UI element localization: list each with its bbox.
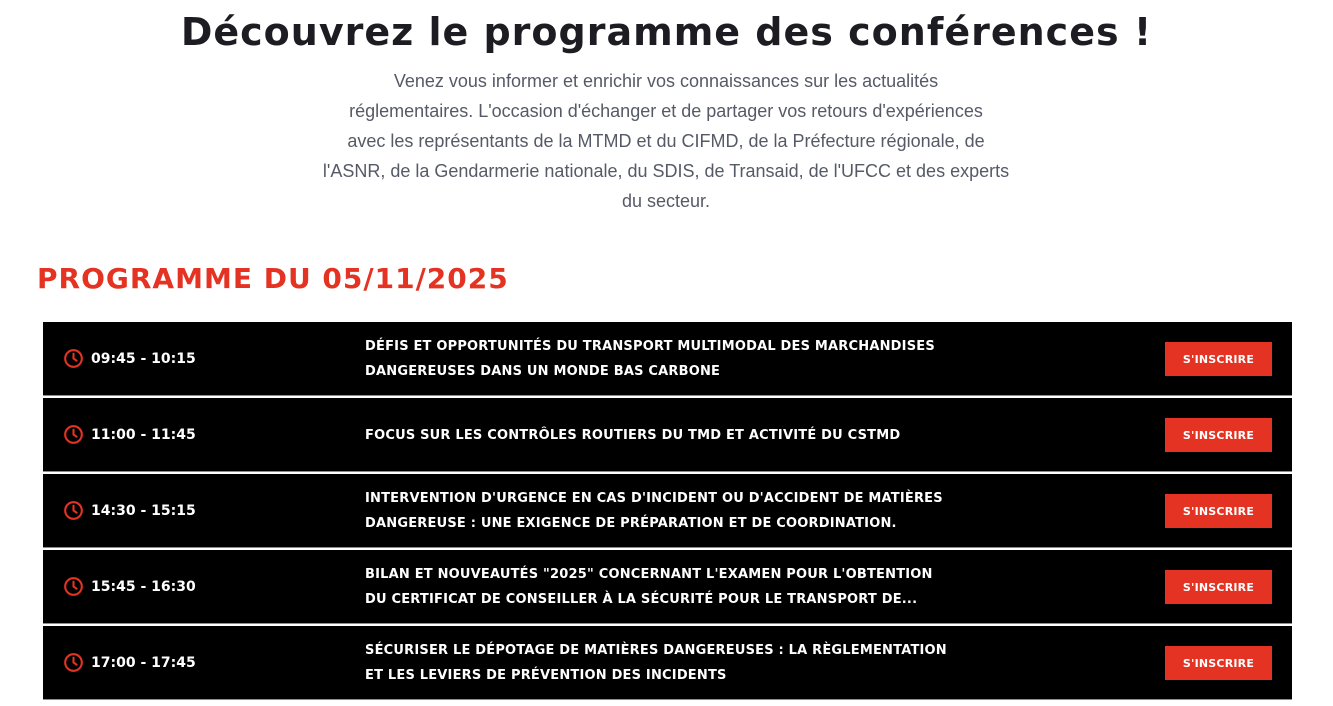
session-title-line: ET LES LEVIERS DE PRÉVENTION DES INCIDENTS: [365, 668, 727, 683]
intro-line: Venez vous informer et enrichir vos connaissances sur les actualités: [393, 71, 939, 91]
session-title-line: SÉCURISER LE DÉPOTAGE DE MATIÈRES DANGEREUSES : LA RÈGLEMENTATION: [365, 643, 947, 658]
session-title-line: BILAN ET NOUVEAUTÉS "2025" CONCERNANT L'EXAMEN POUR L'OBTENTION: [365, 567, 933, 582]
clock-icon: [63, 500, 84, 521]
clock-icon: [63, 652, 84, 673]
session-title-line: FOCUS SUR LES CONTRÔLES ROUTIERS DU TMD ET ACTIVITÉ DU CSTMD: [365, 427, 901, 443]
session-title-line: DU CERTIFICAT DE CONSEILLER À LA SÉCURITÉ POUR LE TRANSPORT DE...: [365, 592, 918, 607]
clock-icon: [63, 576, 84, 597]
session-time: 11:00 - 11:45: [91, 427, 196, 443]
session-row: [43, 322, 1292, 396]
session-title-line: INTERVENTION D'URGENCE EN CAS D'INCIDENT OU D'ACCIDENT DE MATIÈRES: [365, 491, 943, 506]
page-title: Découvrez le programme des conférences !: [180, 10, 1153, 54]
session-title: [365, 398, 1005, 472]
register-button[interactable]: S'INSCRIRE: [1165, 570, 1272, 604]
intro-line: avec les représentants de la MTMD et du CIFMD, de la Préfecture régionale, de: [347, 131, 985, 151]
session-title-line: DANGEREUSES DANS UN MONDE BAS CARBONE: [365, 364, 721, 379]
program-list: [43, 322, 1292, 700]
session-row: [43, 474, 1292, 548]
session-row: [43, 626, 1292, 700]
session-time: 14:30 - 15:15: [91, 503, 196, 519]
register-button[interactable]: S'INSCRIRE: [1165, 646, 1272, 680]
session-title: [365, 626, 1005, 700]
register-button[interactable]: S'INSCRIRE: [1165, 342, 1272, 376]
session-title: [365, 322, 1005, 396]
intro-description: [306, 66, 1026, 216]
program-heading: PROGRAMME DU 05/11/2025: [37, 262, 509, 295]
session-title: [365, 474, 1005, 548]
intro-line: du secteur.: [621, 191, 711, 211]
intro-line: l'ASNR, de la Gendarmerie nationale, du SDIS, de Transaid, de l'UFCC et des experts: [322, 161, 1010, 181]
session-time: 15:45 - 16:30: [91, 579, 196, 595]
session-title-line: DÉFIS ET OPPORTUNITÉS DU TRANSPORT MULTIMODAL DES MARCHANDISES: [365, 339, 935, 354]
session-row: [43, 398, 1292, 472]
register-button[interactable]: S'INSCRIRE: [1165, 418, 1272, 452]
session-title-line: DANGEREUSE : UNE EXIGENCE DE PRÉPARATION ET DE COORDINATION.: [365, 516, 897, 531]
clock-icon: [63, 348, 84, 369]
session-title: [365, 550, 1005, 624]
clock-icon: [63, 424, 84, 445]
intro-line: réglementaires. L'occasion d'échanger et de partager vos retours d'expériences: [349, 101, 983, 121]
session-time: 09:45 - 10:15: [91, 351, 196, 367]
register-button[interactable]: S'INSCRIRE: [1165, 494, 1272, 528]
session-row: [43, 550, 1292, 624]
session-time: 17:00 - 17:45: [91, 655, 196, 671]
